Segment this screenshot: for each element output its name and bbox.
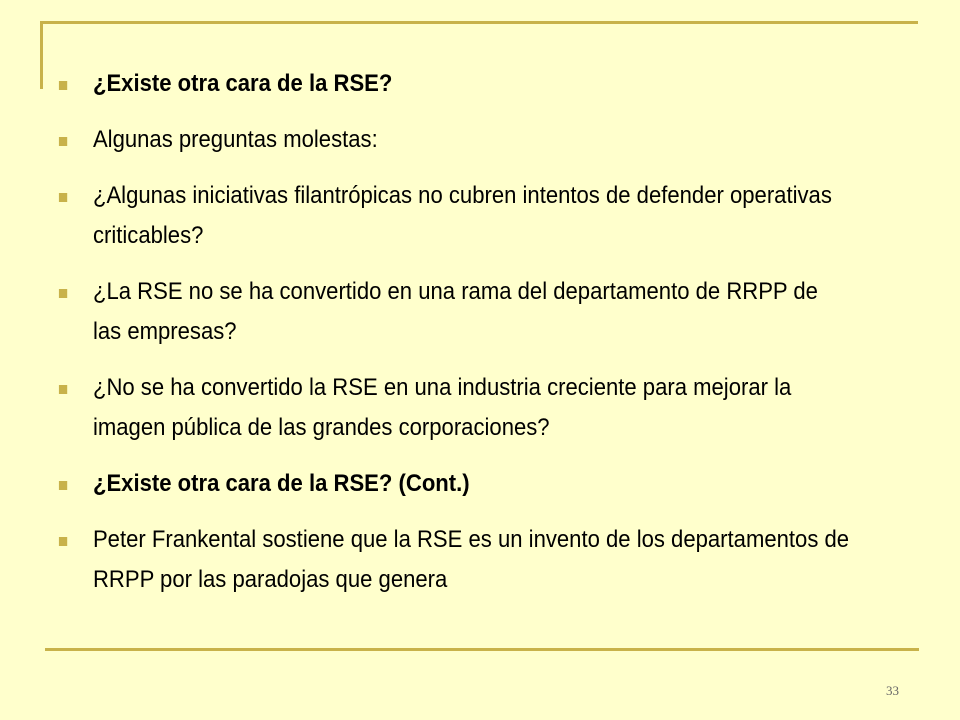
bullet-item-heading — [58, 464, 849, 504]
bullet-text: ¿Existe otra cara de la RSE? — [92, 70, 393, 97]
bullet-item — [58, 176, 849, 256]
square-bullet-icon — [59, 385, 67, 394]
bottom-rule — [45, 648, 919, 651]
bullet-item — [58, 368, 849, 448]
bullet-item — [58, 120, 849, 160]
bullet-text: ¿Algunas iniciativas filantrópicas no cubren intentos de defender operativas criticables? — [92, 182, 832, 249]
bullet-item — [58, 520, 849, 600]
bullet-text: Algunas preguntas molestas: — [92, 126, 378, 153]
square-bullet-icon — [59, 193, 67, 202]
top-rule — [40, 21, 918, 24]
bullet-text: ¿No se ha convertido la RSE en una industria creciente para mejorar la imagen pública de las grandes corporaciones? — [92, 374, 792, 441]
bullet-text: ¿La RSE no se ha convertido en una rama del departamento de RRPP de las empresas? — [92, 278, 818, 345]
page-number: 33 — [886, 683, 899, 698]
left-rule — [40, 21, 43, 89]
bullet-item — [58, 272, 849, 352]
square-bullet-icon — [59, 481, 67, 490]
square-bullet-icon — [59, 537, 67, 546]
square-bullet-icon — [59, 289, 67, 298]
bullet-item-heading — [58, 64, 849, 104]
bullet-list — [58, 64, 918, 616]
bullet-text: ¿Existe otra cara de la RSE? (Cont.) — [92, 470, 470, 497]
square-bullet-icon — [59, 137, 67, 146]
bullet-text: Peter Frankental sostiene que la RSE es un invento de los departamentos de RRPP por las paradojas que genera — [92, 526, 850, 593]
square-bullet-icon — [59, 81, 67, 90]
